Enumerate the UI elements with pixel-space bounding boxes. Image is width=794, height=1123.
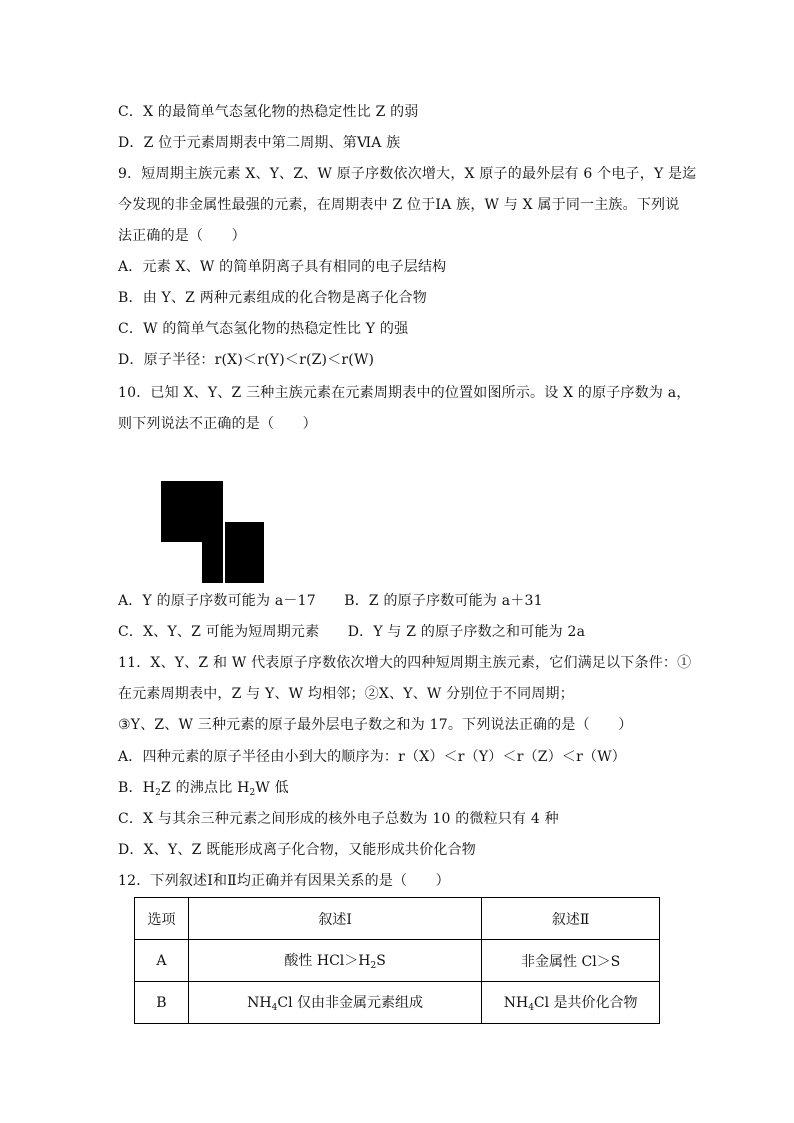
q8-option-d: D．Z 位于元素周期表中第二周期、第ⅥA 族: [118, 135, 401, 151]
table-row: [135, 982, 660, 1024]
q8-option-c: C．X 的最简单气态氢化物的热稳定性比 Z 的弱: [118, 104, 419, 120]
table-row: [135, 940, 660, 982]
q11-stem-line-1: 11．X、Y、Z 和 W 代表原子序数依次增大的四种短周期主族元素，它们满足以下条件：①: [118, 655, 692, 671]
row-b-statement-2: [482, 982, 660, 1024]
figure-divider: [223, 522, 225, 583]
row-b-s1-suffix: Cl 仅由非金属元素组成: [277, 995, 424, 1011]
row-b-s1-prefix: NH: [247, 995, 272, 1011]
row-b-s2-suffix: Cl 是共价化合物: [533, 995, 638, 1011]
row-b-statement-1: [188, 982, 481, 1024]
q11-option-b-subscript-1: 2: [155, 788, 162, 798]
row-a-statement-1: [188, 940, 481, 982]
row-a-s1-prefix: 酸性 HCl＞H: [284, 953, 371, 969]
row-b-s1-subscript: 4: [271, 1003, 278, 1013]
q10-options-cd: C．X、Y、Z 可能为短周期元素 D．Y 与 Z 的原子序数之和可能为 2a: [118, 624, 586, 640]
q10-stem-line-2: 则下列说法不正确的是（ ）: [118, 416, 317, 432]
q11-option-d: D．X、Y、Z 既能形成离子化合物，又能形成共价化合物: [118, 842, 477, 858]
q11-option-c: C．X 与其余三种元素之间形成的核外电子总数为 10 的微粒只有 4 种: [118, 811, 559, 827]
q9-stem-line-3: 法正确的是（ ）: [118, 228, 246, 244]
q9-stem-line-2: 今发现的非金属性最强的元素，在周期表中 Z 位于ⅠA 族，W 与 X 属于同一主族。下列说: [118, 197, 680, 213]
q11-stem-line-2: 在元素周期表中，Z 与 Y、W 均相邻；②X、Y、W 分别位于不同周期；: [118, 686, 574, 702]
q9-option-b: B．由 Y、Z 两种元素组成的化合物是离子化合物: [118, 290, 427, 306]
q11-option-b: [118, 778, 289, 803]
q9-option-c: C．W 的简单气态氢化物的热稳定性比 Y 的强: [118, 321, 409, 337]
row-a-s1-suffix: S: [376, 953, 386, 969]
q10-stem-line-1: 10．已知 X、Y、Z 三种主族元素在元素周期表中的位置如图所示。设 X 的原子序数为 a，: [118, 385, 691, 401]
q11-option-b-prefix: B．H: [118, 780, 156, 796]
q11-option-b-subscript-2: 2: [249, 788, 256, 798]
header-statement-2: 叙述Ⅱ: [482, 898, 660, 940]
row-a-statement-2: 非金属性 Cl＞S: [482, 940, 660, 982]
row-b-s2-subscript: 4: [528, 1003, 534, 1013]
row-b-s2-prefix: NH: [503, 995, 529, 1011]
q11-option-a: A．四种元素的原子半径由小到大的顺序为：r（X）＜r（Y）＜r（Z）＜r（W）: [118, 749, 627, 765]
figure-block-bottom-right: [202, 522, 264, 583]
header-option: 选项: [135, 898, 189, 940]
q12-stem: 12．下列叙述Ⅰ和Ⅱ均正确并有因果关系的是（ ）: [118, 873, 450, 889]
table-header-row: [135, 898, 660, 940]
row-b-option: B: [135, 982, 189, 1024]
q10-options-ab: A．Y 的原子序数可能为 a－17 B．Z 的原子序数可能为 a＋31: [118, 593, 543, 609]
q11-stem-line-3: ③Y、Z、W 三种元素的原子最外层电子数之和为 17。下列说法正确的是（ ）: [118, 717, 633, 733]
q9-option-d: D．原子半径：r(X)＜r(Y)＜r(Z)＜r(W): [118, 352, 375, 368]
header-statement-1: 叙述Ⅰ: [188, 898, 481, 940]
q9-option-a: A．元素 X、W 的简单阴离子具有相同的电子层结构: [118, 259, 447, 275]
q12-statement-table: [134, 897, 660, 1024]
row-a-option: A: [135, 940, 189, 982]
q11-option-b-middle: Z 的沸点比 H: [161, 780, 250, 796]
row-a-s1-subscript: 2: [370, 961, 377, 971]
q11-option-b-suffix: W 低: [255, 780, 289, 796]
q9-stem-line-1: 9．短周期主族元素 X、Y、Z、W 原子序数依次增大，X 原子的最外层有 6 个电子，Y 是迄: [118, 166, 697, 182]
